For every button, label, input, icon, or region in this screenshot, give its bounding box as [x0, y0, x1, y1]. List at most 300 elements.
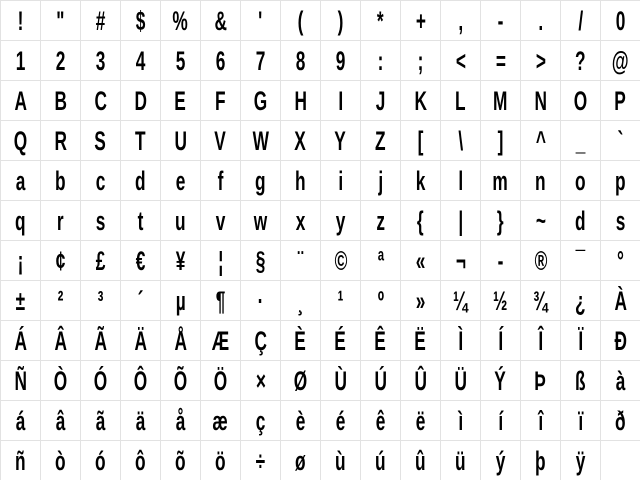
glyph-cell[interactable]	[281, 121, 321, 161]
glyph-char: B	[54, 85, 67, 116]
glyph-cell[interactable]	[1, 241, 41, 281]
glyph-cell[interactable]	[121, 401, 161, 441]
glyph-cell[interactable]	[201, 161, 241, 201]
glyph-char: ©	[334, 245, 347, 276]
glyph-char: ó	[95, 445, 106, 476]
glyph-cell[interactable]	[1, 281, 41, 321]
glyph-char: [	[417, 125, 424, 156]
glyph-char: ê	[375, 405, 386, 436]
glyph-cell[interactable]	[81, 241, 121, 281]
glyph-cell[interactable]	[601, 321, 640, 361]
glyph-cell[interactable]	[521, 361, 561, 401]
glyph-cell[interactable]	[41, 241, 81, 281]
glyph-char: %	[172, 5, 189, 36]
glyph-cell[interactable]	[521, 201, 561, 241]
glyph-cell[interactable]	[481, 121, 521, 161]
glyph-cell[interactable]	[41, 1, 81, 41]
glyph-char: ë	[415, 405, 426, 436]
glyph-cell[interactable]	[161, 161, 201, 201]
glyph-cell[interactable]	[561, 201, 601, 241]
glyph-char: ì	[458, 405, 463, 436]
glyph-cell[interactable]	[401, 241, 441, 281]
glyph-cell[interactable]	[561, 121, 601, 161]
glyph-char: ¦	[218, 245, 223, 276]
glyph-cell[interactable]	[281, 41, 321, 81]
glyph-char: !	[17, 5, 24, 36]
glyph-char: Â	[54, 325, 67, 356]
glyph-char: ö	[215, 445, 226, 476]
glyph-cell[interactable]	[441, 321, 481, 361]
glyph-cell[interactable]	[481, 241, 521, 281]
glyph-cell[interactable]	[241, 401, 281, 441]
glyph-cell[interactable]	[1, 121, 41, 161]
glyph-cell[interactable]	[161, 321, 201, 361]
glyph-cell[interactable]	[561, 1, 601, 41]
glyph-char: D	[134, 85, 147, 116]
glyph-cell[interactable]	[481, 441, 521, 480]
glyph-char: -	[497, 245, 504, 276]
glyph-char: K	[414, 85, 427, 116]
glyph-cell[interactable]	[321, 81, 361, 121]
glyph-char: q	[15, 205, 26, 236]
glyph-char: Ï	[578, 325, 583, 356]
glyph-cell[interactable]	[601, 401, 640, 441]
glyph-char: H	[294, 85, 307, 116]
glyph-cell[interactable]	[401, 321, 441, 361]
glyph-cell[interactable]	[561, 321, 601, 361]
glyph-cell[interactable]	[441, 81, 481, 121]
glyph-char: 4	[135, 45, 146, 76]
glyph-cell[interactable]	[81, 161, 121, 201]
glyph-char: Ô	[133, 365, 148, 396]
glyph-cell[interactable]	[41, 201, 81, 241]
glyph-char: x	[295, 205, 306, 236]
glyph-cell[interactable]	[481, 321, 521, 361]
glyph-cell[interactable]	[601, 281, 640, 321]
glyph-cell[interactable]	[1, 321, 41, 361]
glyph-cell[interactable]	[521, 321, 561, 361]
glyph-cell[interactable]	[401, 81, 441, 121]
glyph-cell[interactable]	[401, 401, 441, 441]
glyph-cell[interactable]	[481, 361, 521, 401]
glyph-char: Y	[334, 125, 347, 156]
glyph-cell[interactable]	[201, 41, 241, 81]
glyph-cell[interactable]	[361, 201, 401, 241]
glyph-cell[interactable]	[241, 441, 281, 480]
glyph-cell[interactable]	[281, 1, 321, 41]
glyph-char: >	[535, 45, 546, 76]
glyph-cell[interactable]	[161, 401, 201, 441]
glyph-char: µ	[175, 285, 186, 316]
glyph-cell[interactable]	[161, 41, 201, 81]
glyph-cell[interactable]	[161, 441, 201, 480]
glyph-cell[interactable]	[121, 321, 161, 361]
glyph-cell[interactable]	[361, 241, 401, 281]
glyph-cell[interactable]	[481, 401, 521, 441]
glyph-char: Æ	[211, 325, 230, 356]
glyph-cell[interactable]	[481, 1, 521, 41]
glyph-cell[interactable]	[321, 321, 361, 361]
glyph-char: ¾	[533, 285, 548, 316]
glyph-cell[interactable]	[81, 201, 121, 241]
glyph-cell[interactable]	[521, 241, 561, 281]
glyph-char: ?	[575, 45, 586, 76]
glyph-cell[interactable]	[321, 361, 361, 401]
glyph-char: ¥	[175, 245, 186, 276]
glyph-cell[interactable]	[41, 121, 81, 161]
glyph-cell[interactable]	[521, 441, 561, 480]
glyph-char: O	[573, 85, 588, 116]
glyph-cell[interactable]	[601, 81, 640, 121]
glyph-cell[interactable]	[561, 161, 601, 201]
glyph-char: &	[214, 5, 227, 36]
glyph-char: b	[55, 165, 66, 196]
glyph-char: W	[252, 125, 269, 156]
glyph-cell[interactable]	[321, 401, 361, 441]
glyph-cell[interactable]	[441, 201, 481, 241]
glyph-char: =	[495, 45, 506, 76]
glyph-cell[interactable]	[281, 241, 321, 281]
glyph-cell[interactable]	[241, 81, 281, 121]
glyph-cell[interactable]	[361, 1, 401, 41]
glyph-char: Ó	[93, 365, 108, 396]
glyph-cell[interactable]	[161, 1, 201, 41]
glyph-cell[interactable]	[321, 1, 361, 41]
glyph-cell[interactable]	[81, 361, 121, 401]
glyph-char: ,	[458, 5, 463, 36]
glyph-cell[interactable]	[241, 361, 281, 401]
glyph-cell[interactable]	[281, 361, 321, 401]
glyph-char: º	[377, 285, 384, 316]
glyph-cell[interactable]	[1, 41, 41, 81]
glyph-char: v	[215, 205, 226, 236]
glyph-char: g	[255, 165, 266, 196]
glyph-char: c	[95, 165, 106, 196]
glyph-cell[interactable]	[481, 161, 521, 201]
glyph-char: k	[415, 165, 426, 196]
glyph-cell[interactable]	[401, 161, 441, 201]
glyph-char: É	[334, 325, 347, 356]
glyph-char: o	[575, 165, 586, 196]
glyph-cell[interactable]	[441, 121, 481, 161]
glyph-char: V	[214, 125, 227, 156]
glyph-char: J	[375, 85, 386, 116]
glyph-cell[interactable]	[81, 1, 121, 41]
glyph-cell[interactable]	[281, 321, 321, 361]
glyph-cell[interactable]	[601, 1, 640, 41]
glyph-char: 8	[295, 45, 306, 76]
glyph-cell[interactable]	[201, 241, 241, 281]
glyph-cell[interactable]	[281, 161, 321, 201]
glyph-char: ý	[495, 445, 506, 476]
glyph-cell[interactable]	[81, 81, 121, 121]
glyph-cell[interactable]	[481, 41, 521, 81]
glyph-cell[interactable]	[121, 81, 161, 121]
glyph-char: Ð	[614, 325, 627, 356]
glyph-char: @	[612, 45, 629, 76]
glyph-cell[interactable]	[1, 361, 41, 401]
glyph-char: ä	[135, 405, 146, 436]
glyph-char: þ	[535, 445, 546, 476]
glyph-char: õ	[175, 445, 186, 476]
glyph-cell[interactable]	[201, 321, 241, 361]
glyph-cell[interactable]	[81, 441, 121, 480]
glyph-char: r	[57, 205, 64, 236]
glyph-cell[interactable]	[401, 281, 441, 321]
glyph-cell[interactable]	[521, 1, 561, 41]
glyph-cell[interactable]	[241, 321, 281, 361]
glyph-cell[interactable]	[601, 201, 640, 241]
glyph-cell[interactable]	[1, 441, 41, 480]
glyph-cell[interactable]	[481, 201, 521, 241]
glyph-char: 0	[615, 5, 626, 36]
glyph-cell[interactable]	[561, 81, 601, 121]
glyph-char: w	[253, 205, 268, 236]
glyph-cell[interactable]	[1, 81, 41, 121]
glyph-cell[interactable]	[81, 401, 121, 441]
glyph-cell[interactable]	[161, 281, 201, 321]
glyph-cell[interactable]	[161, 361, 201, 401]
glyph-cell[interactable]	[481, 81, 521, 121]
glyph-char: £	[95, 245, 106, 276]
glyph-cell[interactable]	[401, 361, 441, 401]
glyph-char: "	[56, 5, 65, 36]
glyph-char: è	[295, 405, 306, 436]
glyph-char: d	[135, 165, 146, 196]
glyph-cell[interactable]	[201, 281, 241, 321]
glyph-char: .	[538, 5, 543, 36]
glyph-cell[interactable]	[321, 441, 361, 480]
glyph-cell[interactable]	[321, 241, 361, 281]
glyph-cell[interactable]	[1, 401, 41, 441]
glyph-cell[interactable]	[361, 161, 401, 201]
glyph-cell[interactable]	[281, 201, 321, 241]
glyph-cell[interactable]	[321, 161, 361, 201]
glyph-cell[interactable]	[41, 81, 81, 121]
glyph-cell[interactable]	[81, 41, 121, 81]
glyph-cell[interactable]	[201, 361, 241, 401]
glyph-cell[interactable]	[281, 401, 321, 441]
glyph-char: ´	[137, 285, 144, 316]
glyph-char: î	[538, 405, 543, 436]
glyph-cell[interactable]	[361, 321, 401, 361]
glyph-char: ~	[535, 205, 546, 236]
glyph-cell[interactable]	[201, 81, 241, 121]
glyph-cell[interactable]	[601, 161, 640, 201]
glyph-cell[interactable]	[241, 161, 281, 201]
glyph-char: Q	[13, 125, 28, 156]
glyph-char: æ	[212, 405, 229, 436]
glyph-cell[interactable]	[361, 121, 401, 161]
glyph-cell[interactable]	[441, 1, 481, 41]
glyph-char: <	[455, 45, 466, 76]
glyph-char: j	[378, 165, 383, 196]
glyph-cell[interactable]	[401, 441, 441, 480]
glyph-char: ¡	[17, 245, 24, 276]
glyph-cell[interactable]	[441, 241, 481, 281]
glyph-cell[interactable]	[81, 281, 121, 321]
glyph-char: 5	[175, 45, 186, 76]
glyph-cell[interactable]	[321, 201, 361, 241]
glyph-cell[interactable]	[361, 281, 401, 321]
glyph-cell[interactable]	[201, 201, 241, 241]
glyph-cell[interactable]	[441, 361, 481, 401]
glyph-cell[interactable]	[321, 281, 361, 321]
glyph-cell[interactable]	[521, 81, 561, 121]
glyph-cell[interactable]	[481, 281, 521, 321]
glyph-char: ±	[15, 285, 26, 316]
glyph-char: 7	[255, 45, 266, 76]
glyph-cell[interactable]	[201, 1, 241, 41]
glyph-char: ú	[375, 445, 386, 476]
glyph-cell[interactable]	[561, 441, 601, 480]
glyph-cell[interactable]	[41, 41, 81, 81]
glyph-cell[interactable]	[241, 41, 281, 81]
glyph-cell[interactable]	[441, 441, 481, 480]
glyph-cell[interactable]	[601, 41, 640, 81]
glyph-char: \	[458, 125, 463, 156]
glyph-cell[interactable]	[241, 201, 281, 241]
glyph-cell[interactable]	[121, 281, 161, 321]
glyph-cell[interactable]	[521, 121, 561, 161]
glyph-cell[interactable]	[161, 121, 201, 161]
glyph-char: ù	[335, 445, 346, 476]
glyph-cell[interactable]	[201, 441, 241, 480]
glyph-cell[interactable]	[1, 1, 41, 41]
glyph-char: `	[617, 125, 624, 156]
glyph-cell[interactable]	[161, 81, 201, 121]
glyph-char: Ã	[94, 325, 107, 356]
glyph-cell[interactable]	[121, 361, 161, 401]
glyph-cell[interactable]	[121, 161, 161, 201]
glyph-cell[interactable]	[441, 281, 481, 321]
glyph-cell[interactable]	[361, 361, 401, 401]
glyph-char: 9	[335, 45, 346, 76]
glyph-char: À	[614, 285, 627, 316]
glyph-cell[interactable]	[121, 201, 161, 241]
glyph-cell[interactable]	[321, 121, 361, 161]
glyph-char: ç	[255, 405, 266, 436]
glyph-cell[interactable]	[1, 161, 41, 201]
glyph-cell[interactable]	[41, 401, 81, 441]
glyph-char: ^	[535, 125, 546, 156]
glyph-cell[interactable]	[361, 441, 401, 480]
glyph-cell[interactable]	[1, 201, 41, 241]
glyph-char: -	[497, 5, 504, 36]
glyph-cell[interactable]	[361, 41, 401, 81]
glyph-cell[interactable]	[241, 241, 281, 281]
glyph-char: ñ	[15, 445, 26, 476]
glyph-cell[interactable]	[201, 121, 241, 161]
glyph-cell[interactable]	[321, 41, 361, 81]
glyph-char: Û	[414, 365, 427, 396]
glyph-char: P	[614, 85, 627, 116]
glyph-cell[interactable]	[601, 441, 640, 480]
glyph-cell[interactable]	[521, 281, 561, 321]
glyph-char: «	[415, 245, 426, 276]
glyph-cell[interactable]	[521, 161, 561, 201]
glyph-cell[interactable]	[41, 161, 81, 201]
glyph-char: ô	[135, 445, 146, 476]
glyph-cell[interactable]	[561, 401, 601, 441]
glyph-cell[interactable]	[601, 241, 640, 281]
glyph-cell[interactable]	[281, 281, 321, 321]
glyph-char: 3	[95, 45, 106, 76]
glyph-char: L	[455, 85, 466, 116]
glyph-char: Í	[498, 325, 503, 356]
glyph-cell[interactable]	[121, 1, 161, 41]
glyph-cell[interactable]	[41, 441, 81, 480]
glyph-char: a	[15, 165, 26, 196]
glyph-char: ¢	[55, 245, 66, 276]
glyph-cell[interactable]	[121, 41, 161, 81]
glyph-cell[interactable]	[521, 41, 561, 81]
glyph-char: ¼	[453, 285, 468, 316]
glyph-cell[interactable]	[361, 81, 401, 121]
glyph-char: ¨	[297, 245, 304, 276]
glyph-cell[interactable]	[521, 401, 561, 441]
glyph-cell[interactable]	[121, 121, 161, 161]
glyph-char: á	[15, 405, 26, 436]
glyph-char: T	[135, 125, 146, 156]
glyph-cell[interactable]	[601, 361, 640, 401]
glyph-cell[interactable]	[561, 361, 601, 401]
glyph-char: *	[377, 5, 384, 36]
glyph-cell[interactable]	[161, 241, 201, 281]
glyph-cell[interactable]	[121, 441, 161, 480]
glyph-cell[interactable]	[561, 41, 601, 81]
glyph-cell[interactable]	[401, 1, 441, 41]
glyph-char: '	[258, 5, 263, 36]
glyph-char: ·	[257, 285, 264, 316]
glyph-char: u	[175, 205, 186, 236]
glyph-char: Ö	[213, 365, 228, 396]
glyph-char: Ü	[454, 365, 467, 396]
glyph-cell[interactable]	[441, 401, 481, 441]
glyph-cell[interactable]	[41, 361, 81, 401]
glyph-cell[interactable]	[121, 241, 161, 281]
glyph-cell[interactable]	[561, 241, 601, 281]
glyph-cell[interactable]	[241, 1, 281, 41]
glyph-char: 6	[215, 45, 226, 76]
glyph-cell[interactable]	[441, 41, 481, 81]
glyph-char: Ì	[458, 325, 463, 356]
glyph-cell[interactable]	[161, 201, 201, 241]
glyph-cell[interactable]	[81, 321, 121, 361]
glyph-cell[interactable]	[241, 281, 281, 321]
glyph-char: ®	[534, 245, 547, 276]
glyph-cell[interactable]	[401, 41, 441, 81]
glyph-char: Õ	[173, 365, 188, 396]
glyph-cell[interactable]	[441, 161, 481, 201]
glyph-char: ¬	[455, 245, 466, 276]
glyph-cell[interactable]	[601, 121, 640, 161]
glyph-cell[interactable]	[561, 281, 601, 321]
glyph-cell[interactable]	[201, 401, 241, 441]
glyph-cell[interactable]	[81, 121, 121, 161]
glyph-cell[interactable]	[361, 401, 401, 441]
glyph-cell[interactable]	[281, 441, 321, 480]
glyph-char: Ñ	[14, 365, 27, 396]
glyph-cell[interactable]	[241, 121, 281, 161]
glyph-cell[interactable]	[41, 281, 81, 321]
glyph-char: m	[492, 165, 509, 196]
glyph-cell[interactable]	[41, 321, 81, 361]
glyph-cell[interactable]	[401, 201, 441, 241]
glyph-cell[interactable]	[281, 81, 321, 121]
glyph-char: ]	[497, 125, 504, 156]
glyph-cell[interactable]	[401, 121, 441, 161]
